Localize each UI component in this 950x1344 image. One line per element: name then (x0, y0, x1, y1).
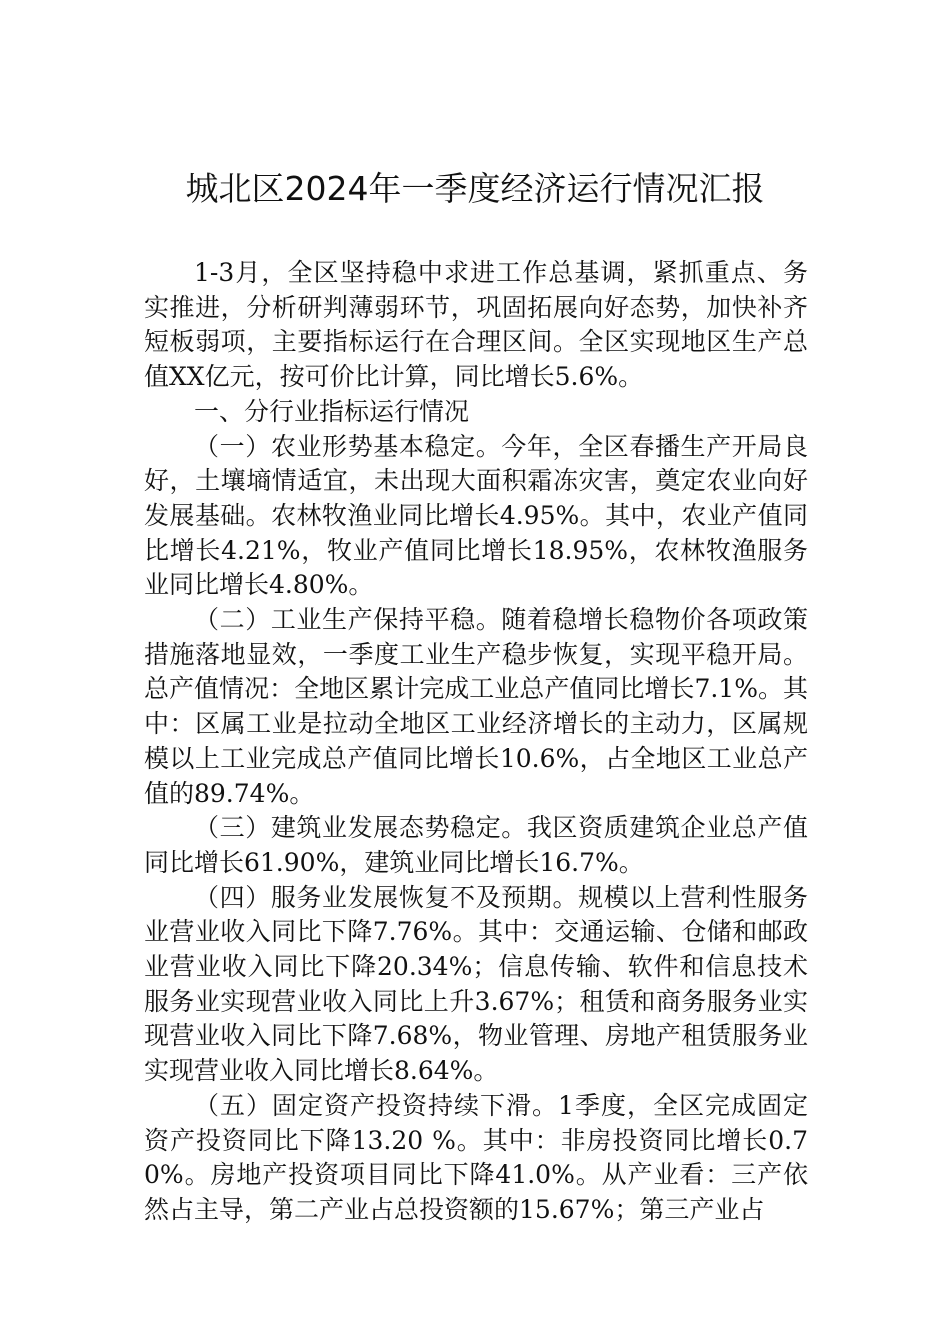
document-title: 城北区2024年一季度经济运行情况汇报 (185, 169, 765, 208)
paragraph-services: （四）服务业发展恢复不及预期。规模以上营利性服务业营业收入同比下降7.76%。其中：交通运输、仓储和邮政业营业收入同比下降20.34%；信息传输、软件和信息技术服务业实现营业收入同比上升3.67%；租赁和商务服务业实现营业收入同比下降7.68%，物业管理、房地产租赁服务业实现营业收入同比增长8.64%。 (144, 882, 808, 1086)
document-body (144, 256, 808, 1228)
paragraph-intro: 1-3月，全区坚持稳中求进工作总基调，紧抓重点、务实推进，分析研判薄弱环节，巩固拓展向好态势，加快补齐短板弱项，主要指标运行在合理区间。全区实现地区生产总值XX亿元，按可价比计算，同比增长5.6%。 (144, 258, 808, 392)
paragraph-fixed-investment: （五）固定资产投资持续下滑。1季度，全区完成固定资产投资同比下降13.20 %。其中：非房投资同比增长0.70%。房地产投资项目同比下降41.0%。从产业看：三产依然占主导，第二产业占总投资额的15.67%；第三产业占 (144, 1090, 808, 1224)
paragraph-construction: （三）建筑业发展态势稳定。我区资质建筑企业总产值同比增长61.90%，建筑业同比增长16.7%。 (144, 813, 808, 877)
paragraph-agriculture: （一）农业形势基本稳定。今年，全区春播生产开局良好，土壤墒情适宜，未出现大面积霜冻灾害，奠定农业向好发展基础。农林牧渔业同比增长4.95%。其中，农业产值同比增长4.21%，牧业产值同比增长18.95%，农林牧渔服务业同比增长4.80%。 (144, 431, 808, 600)
paragraph-industry: （二）工业生产保持平稳。随着稳增长稳物价各项政策措施落地显效，一季度工业生产稳步恢复，实现平稳开局。总产值情况：全地区累计完成工业总产值同比增长7.1%。其中：区属工业是拉动全地区工业经济增长的主动力，区属规模以上工业完成总产值同比增长10.6%，占全地区工业总产值的89.74%。 (144, 605, 808, 808)
section-heading-industry: 一、分行业指标运行情况 (194, 396, 470, 426)
